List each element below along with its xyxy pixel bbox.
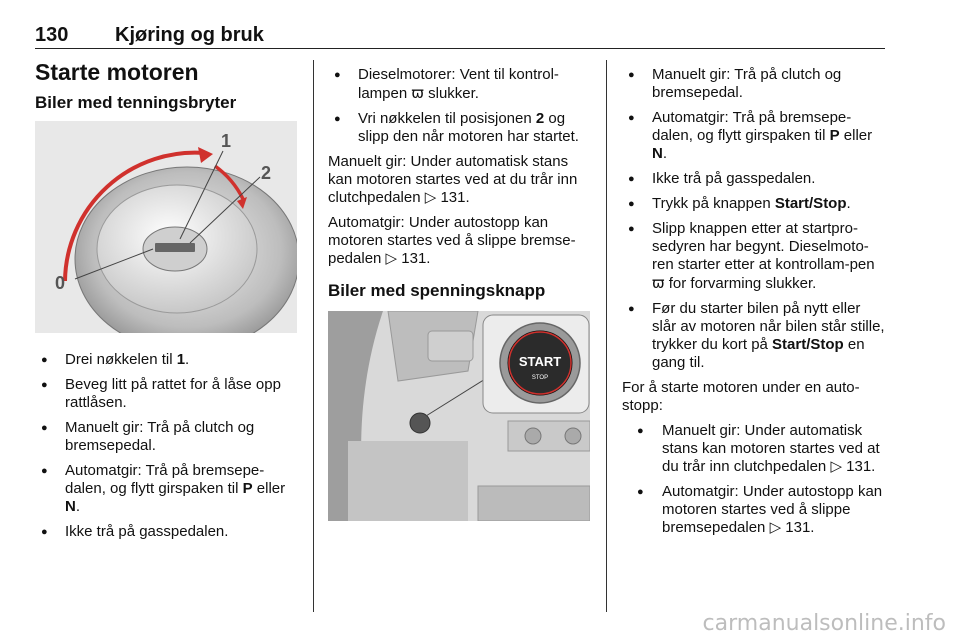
dashboard-illustration xyxy=(328,311,590,521)
list-item: ● Beveg litt på rattet for å låse opp rattlåsen. xyxy=(35,376,299,412)
column-2 xyxy=(328,66,590,521)
ignition-illustration xyxy=(35,121,297,333)
list-item: ● Slipp knappen etter at startpro-sedyren har begynt. Dieselmoto-ren starter etter at kontrollam-pen ϖ for forvarming slukker. xyxy=(622,220,888,293)
list-item: ● Drei nøkkelen til 1. xyxy=(35,351,299,369)
glow-plug-icon: ϖ xyxy=(411,84,424,102)
diesel-steps-list xyxy=(328,66,590,146)
column-divider-2 xyxy=(606,60,607,612)
glow-plug-icon: ϖ xyxy=(652,274,665,292)
key-slot xyxy=(155,243,195,252)
paragraph-manual: Manuelt gir: Under automatisk stans kan motoren startes ved at du trår inn clutchpedalen ▷ 131. xyxy=(328,153,578,206)
button-label-stop: STOP xyxy=(531,375,549,381)
list-item: ● Manuelt gir: Trå på clutch og bremsepedal. xyxy=(35,419,299,455)
page-header xyxy=(35,24,885,49)
section-title: Kjøring og bruk xyxy=(115,24,264,46)
small-start-button xyxy=(410,413,430,433)
label-position-2: 2 xyxy=(261,163,272,183)
paragraph-automatic: Automatgir: Under autostopp kan motoren startes ved å slippe bremse-pedalen ▷ 131. xyxy=(328,214,576,267)
rotation-arrow-head xyxy=(198,147,213,163)
list-item: ● Manuelt gir: Under automatisk stans kan motoren startes ved at du trår inn clutchpedalen ▷ 131. xyxy=(622,422,888,476)
ignition-key-figure xyxy=(35,121,297,333)
list-item: ● Trykk på knappen Start/Stop. xyxy=(622,195,888,213)
list-item: ● Før du starter bilen på nytt eller slår av motoren når bilen står stille, trykker du kort på Start/Stop en gang til. xyxy=(622,300,888,372)
list-item: ● Manuelt gir: Trå på clutch og bremsepedal. xyxy=(622,66,888,102)
column-divider-1 xyxy=(313,60,314,612)
list-item: ● Automatgir: Trå på bremsepe-dalen, og flytt girspaken til P eller N. xyxy=(35,462,299,516)
subheading-start-button: Biler med spenningsknapp xyxy=(328,281,546,300)
list-item: ● Ikke trå på gasspedalen. xyxy=(622,170,888,188)
page-number: 130 xyxy=(35,24,69,46)
list-item: ● Automatgir: Under autostopp kan motoren startes ved å slippe bremsepedalen ▷ 131. xyxy=(622,483,888,537)
label-position-1: 1 xyxy=(221,131,232,151)
label-position-0: 0 xyxy=(55,273,66,293)
paragraph-autostop: For å starte motoren under en auto-stopp: xyxy=(622,379,860,414)
list-item: ● Ikke trå på gasspedalen. xyxy=(35,523,299,541)
column-1 xyxy=(35,58,299,548)
button-label-start: START xyxy=(518,354,562,369)
start-button-figure xyxy=(328,311,590,521)
list-item: ● Automatgir: Trå på bremsepe-dalen, og flytt girspaken til P eller N. xyxy=(622,109,888,163)
autostop-list xyxy=(622,422,888,537)
list-item: ● Vri nøkkelen til posisjonen 2 og slipp den når motoren har startet. xyxy=(328,110,590,146)
watermark: carmanualsonline.info xyxy=(702,611,946,636)
ignition-steps-list xyxy=(35,351,299,541)
start-button-steps-list xyxy=(622,66,888,372)
list-item: ● Dieselmotorer: Vent til kontrol-lampen ϖ slukker. xyxy=(328,66,590,103)
column-3 xyxy=(622,66,888,544)
page-title: Starte motoren xyxy=(35,59,199,85)
subheading-ignition: Biler med tenningsbryter xyxy=(35,93,237,112)
